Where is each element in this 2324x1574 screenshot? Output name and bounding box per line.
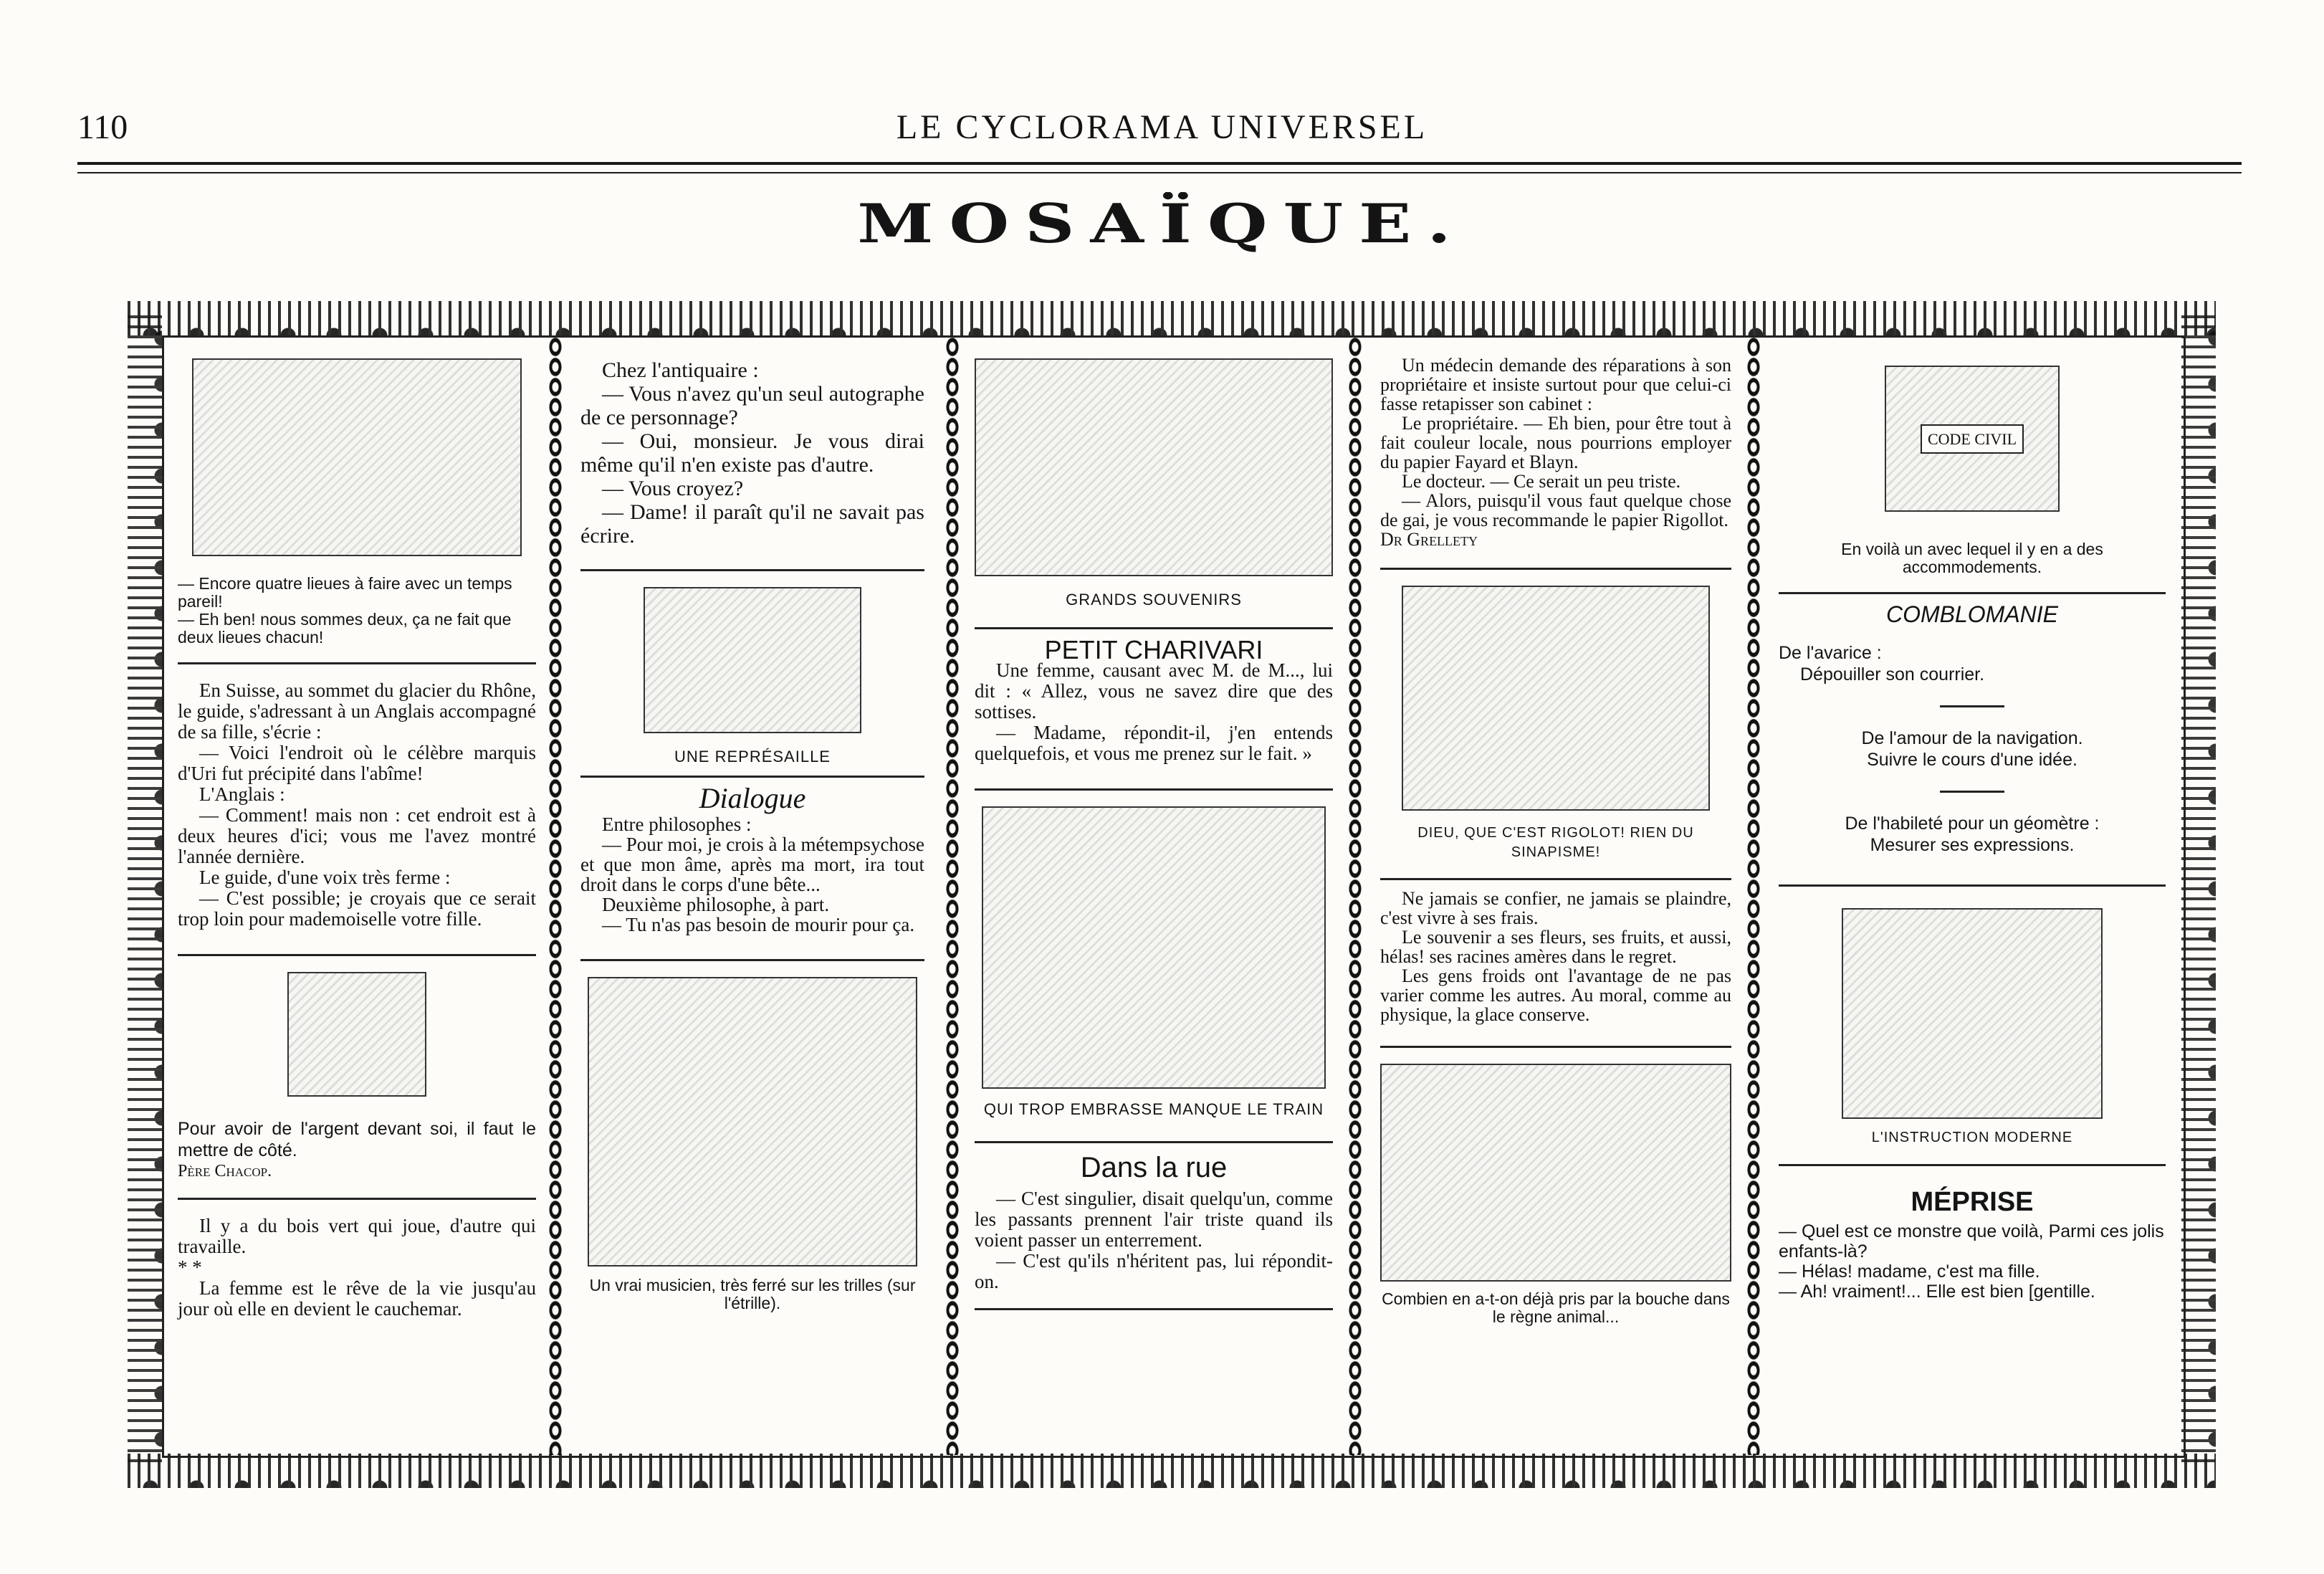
dialogue-line3: — Tu n'as pas besoin de mourir pour ça. <box>602 914 915 935</box>
separator <box>1779 884 2166 887</box>
meprise-title: MÉPRISE <box>1911 1187 2034 1217</box>
femme-text: La femme est le rêve de la vie jusqu'au jour où elle en devient le cauchemar. <box>178 1277 536 1320</box>
illustration-represaille <box>644 587 861 733</box>
suisse-text: En Suisse, au sommet du glacier du Rhône, le guide, s'adressant à un Anglais accompagné de sa fille, s'écrie : <box>178 679 536 743</box>
illustration-train <box>982 806 1326 1089</box>
page-number: 110 <box>77 108 128 146</box>
jamais-text: Ne jamais se confier, ne jamais se plaindre, c'est vivre à ses frais. <box>1380 888 1731 928</box>
separator <box>975 1141 1333 1143</box>
antiquaire-title: Chez l'antiquaire : <box>602 358 759 382</box>
meprise-line1: — Quel est ce monstre que voilà, Parmi ces jolis enfants-là? <box>1779 1221 2164 1261</box>
comblo-title: COMBLOMANIE <box>1885 601 2059 627</box>
separator <box>975 627 1333 629</box>
navigation-question: De l'amour de la navigation. <box>1861 728 2083 748</box>
suisse-end: — C'est possible; je croyais que ce serait trop loin pour mademoiselle votre fille. <box>178 887 536 930</box>
caption-poisson: Combien en a-t-on déjà pris par la bouche dans le règne animal... <box>1382 1289 1730 1326</box>
illustration-hikers <box>192 358 522 556</box>
antiquaire-line2: — Oui, monsieur. Je vous dirai même qu'il n'en existe pas d'autre. <box>580 429 924 477</box>
charivari-title: PETIT CHARIVARI <box>1044 635 1263 664</box>
bois-text: Il y a du bois vert qui joue, d'autre qui travaille. <box>178 1215 536 1257</box>
stars-divider: * * <box>178 1256 202 1278</box>
illustration-rigolot <box>1402 586 1710 811</box>
separator <box>580 959 924 961</box>
suisse-guide: Le guide, d'une voix très ferme : <box>199 867 451 888</box>
proprio-text: Le propriétaire. — Eh bien, pour être tout à fait couleur locale, nous pourrions employer du papier Fayard et Blayn. <box>1380 413 1731 472</box>
illustration-cavalier <box>975 358 1333 576</box>
column-divider-4 <box>1746 337 1761 1455</box>
charivari-end: — Madame, répondit-il, j'en entends quelquefois, et vous me prenez sur le fait. » <box>975 722 1333 764</box>
short-separator <box>1940 791 2004 793</box>
illustration-face <box>287 972 426 1097</box>
column-divider-3 <box>1347 337 1363 1455</box>
separator <box>178 662 536 664</box>
suisse-anglais: L'Anglais : <box>199 783 285 805</box>
gens-text: Les gens froids ont l'avantage de ne pas varier comme les autres. Au moral, comme au physique, la glace conserve. <box>1380 965 1731 1025</box>
antiquaire-line1: — Vous n'avez qu'un seul autographe de ce personnage? <box>580 382 924 429</box>
caption-code: En voilà un avec lequel il y en a des accommodements. <box>1841 540 2103 576</box>
antiquaire-line3: — Vous croyez? <box>602 477 744 500</box>
illustration-poisson <box>1380 1064 1731 1282</box>
geometre-question: De l'habileté pour un géomètre : <box>1845 814 2100 834</box>
dialogue-intro: Entre philosophes : <box>602 814 752 835</box>
navigation-answer: Suivre le cours d'une idée. <box>1867 750 2077 770</box>
separator <box>1779 592 2166 594</box>
caption-hikers-line2: — Eh ben! nous sommes deux, ça ne fait que deux lieues chacun! <box>178 610 512 647</box>
code-civil-label: CODE CIVIL <box>1921 424 2024 454</box>
argent-author: Père Chacop. <box>178 1162 272 1180</box>
caption-train: QUI TROP EMBRASSE MANQUE LE TRAIN <box>983 1100 1324 1118</box>
header-rule <box>77 162 2242 165</box>
caption-represaille: UNE REPRÉSAILLE <box>674 748 831 765</box>
column-divider-1 <box>547 337 563 1455</box>
separator <box>580 776 924 778</box>
frame-right-border <box>2181 315 2216 1462</box>
column-2 <box>580 358 924 1312</box>
frame-bottom-border <box>128 1454 2216 1488</box>
separator <box>1380 878 1731 880</box>
suisse-question: — Voici l'endroit où le célèbre marquis d'Uri fut précipité dans l'abîme! <box>178 742 536 784</box>
frame-top-border <box>128 301 2216 335</box>
souvenir-text: Le souvenir a ses fleurs, ses fruits, et aussi, hélas! ses racines amères dans le regret. <box>1380 927 1731 967</box>
illustration-instruction <box>1842 908 2103 1119</box>
caption-instruction: L'INSTRUCTION MODERNE <box>1871 1130 2073 1145</box>
antiquaire-line4: — Dame! il paraît qu'il ne savait pas écrire. <box>580 500 924 548</box>
separator <box>580 569 924 571</box>
column-3 <box>975 358 1333 1326</box>
separator <box>1779 1164 2166 1166</box>
docteur-text: Le docteur. — Ce serait un peu triste. <box>1402 471 1681 492</box>
short-separator <box>1940 705 2004 707</box>
medecin-text: Un médecin demande des réparations à son propriétaire et insiste surtout pour que celui-ci fasse retapisser son cabinet : <box>1380 355 1731 414</box>
caption-souvenirs: GRANDS SOUVENIRS <box>1066 591 1242 609</box>
separator <box>178 1198 536 1200</box>
charivari-text: Une femme, causant avec M. de M..., lui dit : « Allez, vous ne savez dire que des sottises. <box>975 659 1333 722</box>
illustration-code-civil <box>1885 366 2060 512</box>
caption-hikers-line1: — Encore quatre lieues à faire avec un temps pareil! <box>178 574 512 611</box>
separator <box>1380 1046 1731 1048</box>
illustration-musicien <box>588 977 917 1267</box>
avarice-question: De l'avarice : <box>1779 643 1882 663</box>
dialogue-line1: — Pour moi, je crois à la métempsychose et que mon âme, après ma mort, ira tout droit dans le corps d'une bête... <box>580 834 924 895</box>
signature: Dr Grellety <box>1380 529 1478 550</box>
rue-title: Dans la rue <box>1080 1152 1228 1183</box>
frame-left-border <box>128 315 162 1462</box>
meprise-line3: — Ah! vraiment!... Elle est bien [gentille. <box>1779 1282 2095 1302</box>
header-rule-thin <box>77 172 2242 173</box>
section-title: MOSAÏQUE. <box>857 192 1467 256</box>
separator <box>178 954 536 956</box>
geometre-answer: Mesurer ses expressions. <box>1870 835 2075 855</box>
caption-dieu: DIEU, QUE C'EST RIGOLOT! RIEN DU SINAPISME! <box>1417 825 1694 860</box>
dialogue-title: Dialogue <box>699 782 806 814</box>
column-4 <box>1380 356 1731 1326</box>
meprise-line2: — Hélas! madame, c'est ma fille. <box>1779 1261 2040 1282</box>
caption-hikers <box>178 575 536 647</box>
separator <box>975 788 1333 791</box>
avarice-answer: Dépouiller son courrier. <box>1800 664 1985 685</box>
separator <box>1380 568 1731 570</box>
alors-text: — Alors, puisqu'il vous faut quelque chose de gai, je vous recommande le papier Rigollot. <box>1380 490 1731 530</box>
suisse-answer: — Comment! mais non : cet endroit est à deux heures d'ici; vous me l'avez montré l'année dernière. <box>178 804 536 867</box>
dialogue-line2: Deuxième philosophe, à part. <box>602 894 830 915</box>
rue-end: — C'est qu'ils n'héritent pas, lui répondit-on. <box>975 1250 1333 1292</box>
separator <box>975 1308 1333 1310</box>
argent-quote: Pour avoir de l'argent devant soi, il faut le mettre de côté. <box>178 1119 536 1160</box>
column-5 <box>1779 366 2166 1302</box>
caption-musicien: Un vrai musicien, très ferré sur les trilles (sur l'étrille). <box>589 1276 916 1312</box>
rue-text: — C'est singulier, disait quelqu'un, comme les passants prennent l'air triste quand ils voient passer un enterrement. <box>975 1188 1333 1251</box>
column-1 <box>178 358 536 1320</box>
running-title: LE CYCLORAMA UNIVERSEL <box>896 108 1428 146</box>
column-divider-2 <box>945 337 960 1455</box>
